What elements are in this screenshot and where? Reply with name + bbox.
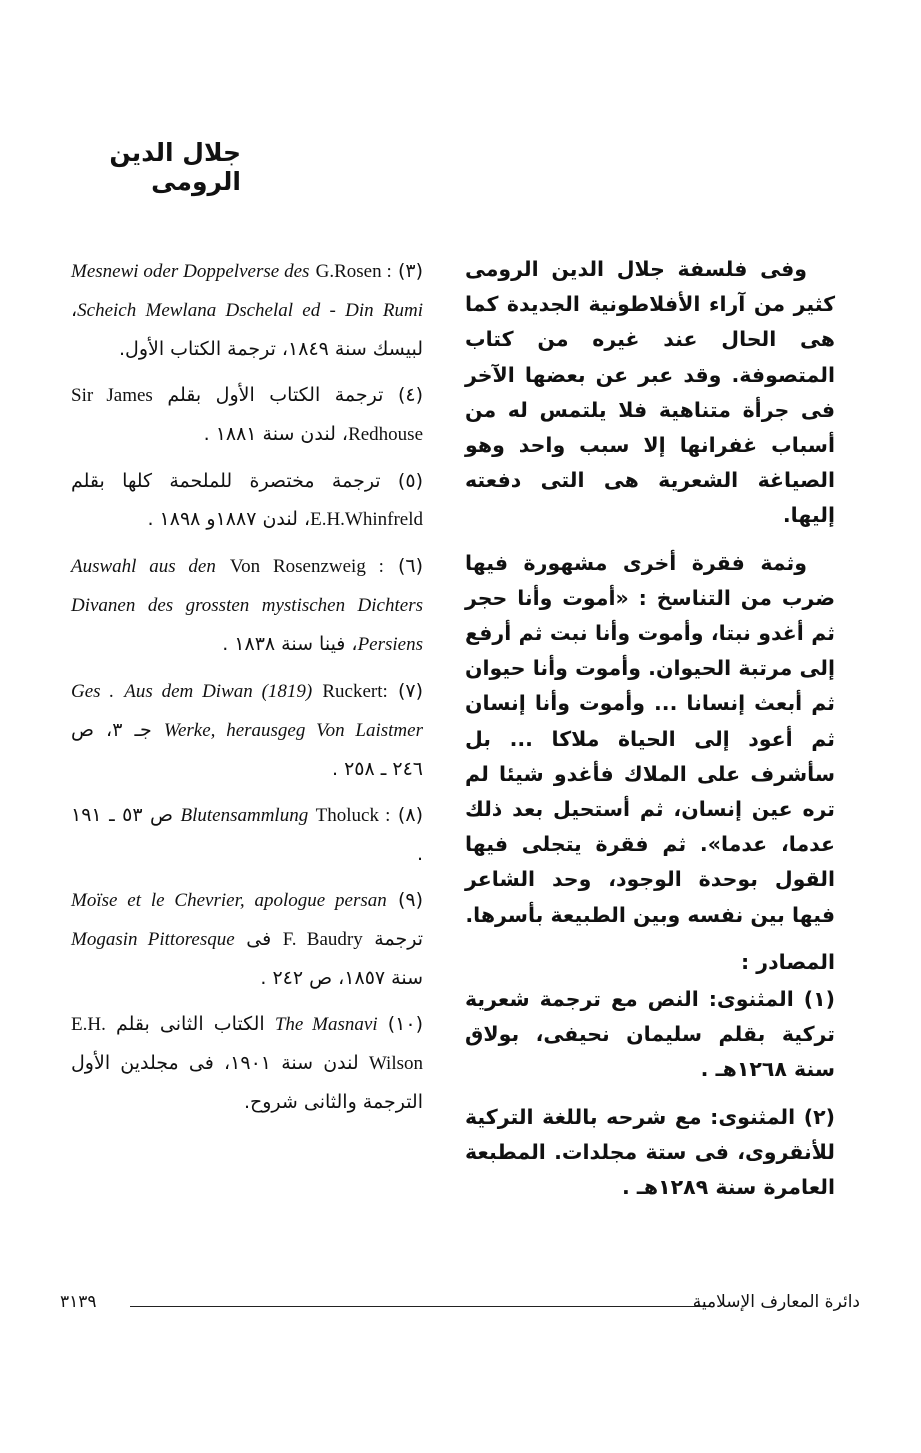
reference-text: ترجمة الكتاب الأول بقلم xyxy=(167,384,384,406)
reference-entry xyxy=(71,672,423,788)
reference-details: ص ٥٣ ـ ١٩١ . xyxy=(71,804,423,865)
reference-text: الكتاب الثانى بقلم xyxy=(115,1013,265,1035)
reference-details: ، لبيسك سنة ١٨٤٩، ترجمة الكتاب الأول. xyxy=(71,299,423,360)
source-entry: (١) المثنوى: النص مع ترجمة شعرية تركية بقلم سليمان نحيفى، بولاق سنة ١٢٦٨هـ . xyxy=(465,987,835,1082)
reference-title: Auswahl aus den Divanen des grossten mystischen Dichters Persiens xyxy=(71,556,423,655)
reference-number: (٥) xyxy=(397,470,423,492)
reference-details: جـ ٣، ص ٢٤٦ ـ ٢٥٨ . xyxy=(71,719,423,780)
footer-title: دائرة المعارف الإسلامية xyxy=(692,1292,860,1312)
reference-entry xyxy=(71,376,423,454)
reference-text: ترجمة xyxy=(374,928,423,950)
reference-entry xyxy=(71,881,423,997)
reference-text: فى xyxy=(246,928,272,950)
reference-entry xyxy=(71,547,423,664)
reference-entry xyxy=(71,796,423,873)
reference-title: Ges . Werke, herausgeg Von Laistmer xyxy=(71,681,423,741)
reference-number: (٨) xyxy=(397,804,423,826)
reference-title: Mesnewi oder Doppelverse des Scheich Mewlana Dschelal ed - Din Rumi xyxy=(71,261,423,321)
reference-number: (٩) xyxy=(397,889,423,911)
reference-title: Mogasin Pittoresque xyxy=(71,929,235,950)
reference-number: (٣) xyxy=(397,260,423,282)
reference-text: ترجمة مختصرة للملحمة كلها بقلم xyxy=(71,470,381,492)
reference-details: ، لندن سنة ١٨٨١ . xyxy=(203,423,349,445)
paragraph: وفى فلسفة جلال الدين الرومى كثير من آراء الأفلاطونية الجديدة كما هى الحال عند غيره من كتاب المتصوفة. وقد عبر عن بعضها الآخر فى جرأة متناهية فلا يلتمس له من أسباب غفرانها إلا سبب واحد وهو الصياغة الشعرية هى التى دفعته إليها. xyxy=(465,257,835,528)
source-entry: (٢) المثنوى: مع شرحه باللغة التركية للأنقروى، فى ستة مجلدات. المطبعة العامرة سنة ١٢٨٩هـ . xyxy=(465,1104,835,1200)
reference-entry xyxy=(71,1005,423,1121)
reference-number: (٦) xyxy=(397,555,424,577)
reference-author: Tholuck : xyxy=(315,805,391,826)
reference-author: G.Rosen : xyxy=(315,261,392,282)
reference-author: Sir James Redhouse xyxy=(71,385,423,445)
sources-heading: المصادر : xyxy=(740,949,835,974)
reference-number: (٤) xyxy=(397,384,424,406)
reference-author: F. Baudry xyxy=(282,929,363,950)
reference-title: Aus dem Diwan (1819) xyxy=(124,681,313,702)
reference-title: Moïse et le Chevrier, apologue persan xyxy=(71,890,387,911)
reference-details: سنة ١٨٥٧، ص ٢٤٢ . xyxy=(260,967,423,989)
reference-number: (١٠) xyxy=(387,1013,423,1035)
page-footer xyxy=(60,1292,860,1322)
main-text-column xyxy=(465,252,835,1217)
reference-title: Blutensammlung xyxy=(180,805,309,826)
running-head: جلال الدين الرومى xyxy=(109,138,241,196)
page-number: ٣١٣٩ xyxy=(60,1292,97,1312)
reference-entry xyxy=(71,462,423,539)
reference-details: ، لندن ١٨٨٧و ١٨٩٨ . xyxy=(147,508,311,530)
reference-entry xyxy=(71,252,423,368)
paragraph: وثمة فقرة أخرى مشهورة فيها ضرب من التناسخ : «أموت وأنا حجر ثم أغدو نبتا، وأموت وأنا نبت ثم أرفع إلى مرتبة الحيوان. وأموت وأنا حيوان ثم أبعث إنسانا ... وأموت وأنا إنسان ثم أعود إلى الحياة ملاكا ... بل سأشرف على الملاك فأغدو شيئا لم تره عين إنسان، ثم أستحيل بعد ذلك عدما، عدما». ثم فقرة يتجلى فيها القول بوحدة الوجود، وحد الشاعر فيها بين نفسه وبين الطبيعة بأسرها. xyxy=(465,550,835,927)
reference-author: E.H. Wilson xyxy=(71,1014,423,1074)
reference-details: لندن سنة ١٩٠١، فى مجلدين الأول الترجمة والثانى شروح. xyxy=(71,1052,423,1113)
reference-author: E.H.Whinfreld xyxy=(310,509,423,530)
reference-title: The Masnavi xyxy=(274,1014,378,1035)
references-column xyxy=(71,252,423,1129)
reference-author: Ruckert: xyxy=(322,681,388,702)
reference-author: Von Rosenzweig : xyxy=(229,556,384,577)
footer-rule xyxy=(130,1306,710,1307)
reference-details: ، فينا سنة ١٨٣٨ . xyxy=(222,633,358,655)
reference-number: (٧) xyxy=(397,680,423,702)
